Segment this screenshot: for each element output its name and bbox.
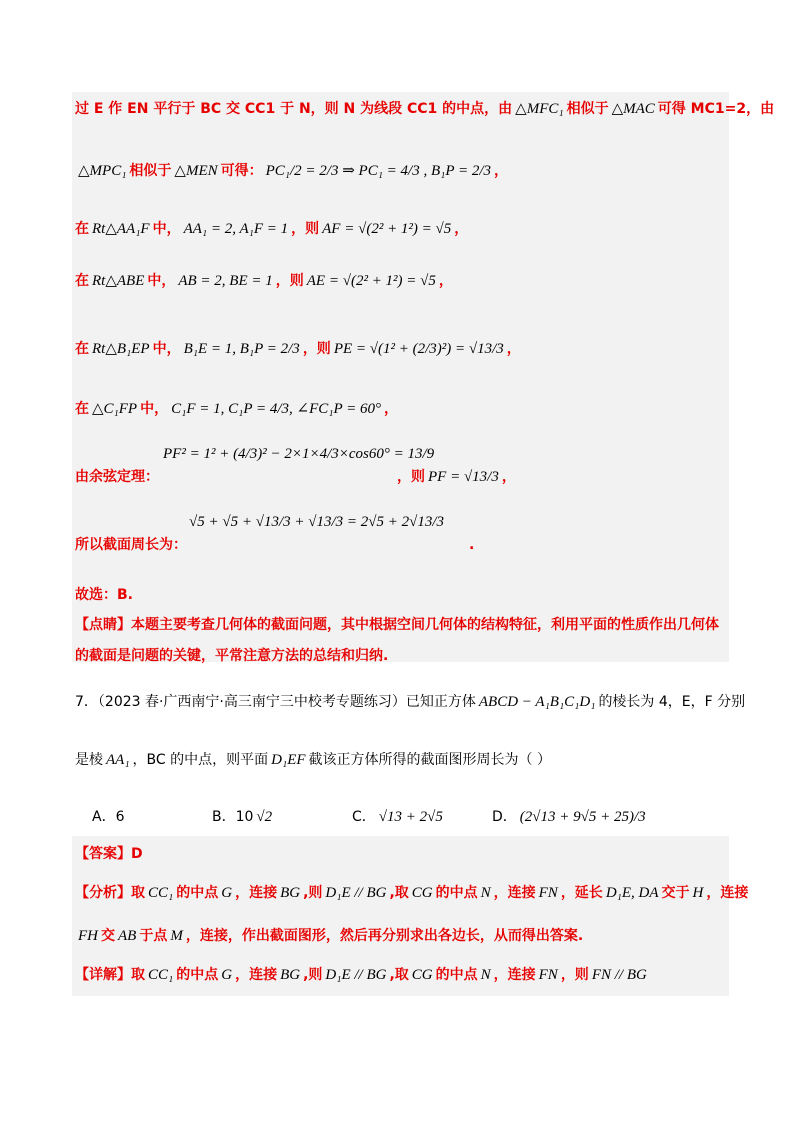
text: 在 [75, 273, 89, 289]
option-a-text: A．6 [92, 809, 125, 825]
text: 在 [75, 221, 89, 237]
formula: √2 [256, 809, 273, 825]
option-b-text: B．10 [212, 809, 254, 825]
question-line-1 [75, 691, 745, 711]
formula: CC₁ [148, 885, 174, 901]
formula: PE = √(1² + (2/3)²) = √13/3 [333, 341, 504, 357]
text: 截该正方体所得的截面图形周长为（ ） [308, 752, 551, 768]
solution-line-8 [75, 466, 516, 486]
solution-line-13 [75, 645, 388, 665]
formula: (2√13 + 9√5 + 25)/3 [519, 809, 646, 825]
formula: Rt△B₁EP [92, 341, 150, 357]
solution-line-10 [75, 534, 474, 554]
formula: CG [411, 967, 433, 983]
text: 所以截面周长为： [75, 537, 187, 553]
formula: △C₁FP [92, 401, 138, 417]
formula: FH [78, 928, 98, 944]
text: 中， [147, 273, 176, 289]
formula: ABCD − A₁B₁C₁D₁ [478, 694, 596, 710]
analysis-line-1 [75, 882, 748, 902]
option-d-text: D． [492, 809, 517, 825]
formula: AF = √(2² + 1²) = √5 [322, 221, 452, 237]
formula: D₁E // BG [325, 967, 387, 983]
text: ,取 [389, 967, 409, 983]
text: ，连接 [235, 885, 278, 901]
text: 【详解】取 [75, 967, 145, 983]
solution-line-9 [186, 514, 447, 531]
solution-line-4 [75, 270, 453, 290]
text: 交 [101, 928, 115, 944]
text: ,则 [303, 885, 323, 901]
text: 中， [140, 401, 169, 417]
text: 的中点 [435, 967, 478, 983]
text: 中， [152, 341, 181, 357]
solution-line-1 [75, 98, 774, 118]
option-c [352, 806, 446, 826]
formula: D₁E // BG [325, 885, 387, 901]
formula: √5 + √5 + √13/3 + √13/3 = 2√5 + 2√13/3 [189, 514, 445, 530]
solution-line-12 [75, 614, 719, 634]
option-c-text: C． [352, 809, 376, 825]
formula: PF² = 1² + (4/3)² − 2×1×4/3×cos60° = 13/9 [163, 446, 435, 462]
text: ，BC 的中点，则平面 [132, 752, 269, 768]
text: ， [494, 163, 509, 179]
text: 是棱 [75, 752, 103, 768]
formula: FN [538, 967, 558, 983]
formula: M [170, 928, 183, 944]
solution-line-2 [75, 160, 508, 180]
text: 故选：B. [75, 587, 133, 603]
text: 的中点 [176, 885, 219, 901]
analysis-line-2 [75, 925, 583, 945]
detail-line-1 [75, 964, 650, 984]
text: 【答案】D [75, 846, 143, 862]
formula: G [221, 885, 233, 901]
text: ，则 [302, 341, 331, 357]
solution-line-11 [75, 584, 133, 604]
formula: AE = √(2² + 1²) = √5 [306, 273, 436, 289]
text: 在 [75, 341, 89, 357]
formula: N [480, 885, 491, 901]
option-b [212, 806, 275, 826]
text: 于点 [139, 928, 168, 944]
solution-line-5 [75, 338, 521, 358]
formula: H [692, 885, 704, 901]
formula: PF = √13/3 [428, 469, 499, 485]
formula: D₁EF [271, 752, 306, 768]
formula: AA₁ [106, 752, 130, 768]
text: ，则 [291, 221, 320, 237]
text: ，则 [397, 469, 425, 485]
text: 的棱长为 4，E，F 分别 [598, 694, 746, 710]
formula: AB [118, 928, 137, 944]
formula: AB = 2, BE = 1 [178, 273, 273, 289]
formula: B₁E = 1, B₁P = 2/3 [183, 341, 300, 357]
text: . [469, 537, 475, 553]
formula: N [480, 967, 491, 983]
text: ， [501, 469, 516, 485]
text: 由余弦定理： [75, 469, 159, 485]
text: ，连接 [235, 967, 278, 983]
formula: FN // BG [591, 967, 647, 983]
text: 中， [152, 221, 181, 237]
text: 过 E 作 EN 平行于 BC 交 CC1 于 N，则 N 为线段 CC1 的中点，由 [75, 101, 513, 117]
formula: D₁E, DA [605, 885, 659, 901]
formula: CC₁ [148, 967, 174, 983]
text: 【点睛】本题主要考查几何体的截面问题，其中根据空间几何体的结构特征，利用平面的性质作出几何体 [75, 617, 719, 633]
text: 相似于 [129, 163, 172, 179]
text: ， [383, 401, 398, 417]
text: ， [454, 221, 469, 237]
text: ， [438, 273, 453, 289]
formula: PC₁/2 = 2/3 ⇒ PC₁ = 4/3 , B₁P = 2/3 [265, 163, 492, 179]
text: 可得 MC1=2，由 [657, 101, 775, 117]
text: 相似于 [566, 101, 609, 117]
text: 可得： [220, 163, 263, 179]
question-line-2 [75, 749, 551, 769]
text: 的中点 [435, 885, 478, 901]
text: 【分析】取 [75, 885, 145, 901]
text: 的截面是问题的关键，平常注意方法的总结和归纳. [75, 648, 389, 664]
formula: Rt△ABE [92, 273, 145, 289]
formula: BG [280, 967, 301, 983]
option-d [492, 806, 649, 826]
answer-line [75, 843, 143, 863]
text: 在 [75, 401, 89, 417]
formula: AA₁ = 2, A₁F = 1 [183, 221, 289, 237]
text: 交于 [661, 885, 690, 901]
formula: CG [411, 885, 433, 901]
option-a [92, 806, 124, 826]
text: ，连接 [493, 885, 536, 901]
text: ,取 [389, 885, 409, 901]
formula: △MEN [174, 163, 218, 179]
text: ，连接，作出截面图形，然后再分别求出各边长，从而得出答案. [185, 928, 584, 944]
formula: BG [280, 885, 301, 901]
formula: △MPC₁ [78, 163, 127, 179]
solution-line-6 [75, 398, 398, 418]
text: 的中点 [176, 967, 219, 983]
text: ,则 [303, 967, 323, 983]
text: ， [506, 341, 521, 357]
text: ，连接 [493, 967, 536, 983]
formula: △MFC₁ [515, 101, 564, 117]
text: ，延长 [560, 885, 603, 901]
formula: FN [538, 885, 558, 901]
text: ，则 [275, 273, 304, 289]
formula: √13 + 2√5 [378, 809, 443, 825]
solution-line-7 [160, 446, 437, 463]
formula: Rt△AA₁F [92, 221, 150, 237]
text: ，连接 [706, 885, 749, 901]
formula: △MAC [611, 101, 655, 117]
formula: C₁F = 1, C₁P = 4/3, ∠FC₁P = 60° [171, 401, 381, 417]
text: 7．（2023 春·广西南宁·高三南宁三中校考专题练习）已知正方体 [75, 694, 476, 710]
formula: G [221, 967, 233, 983]
solution-line-3 [75, 218, 468, 238]
text: ，则 [560, 967, 589, 983]
